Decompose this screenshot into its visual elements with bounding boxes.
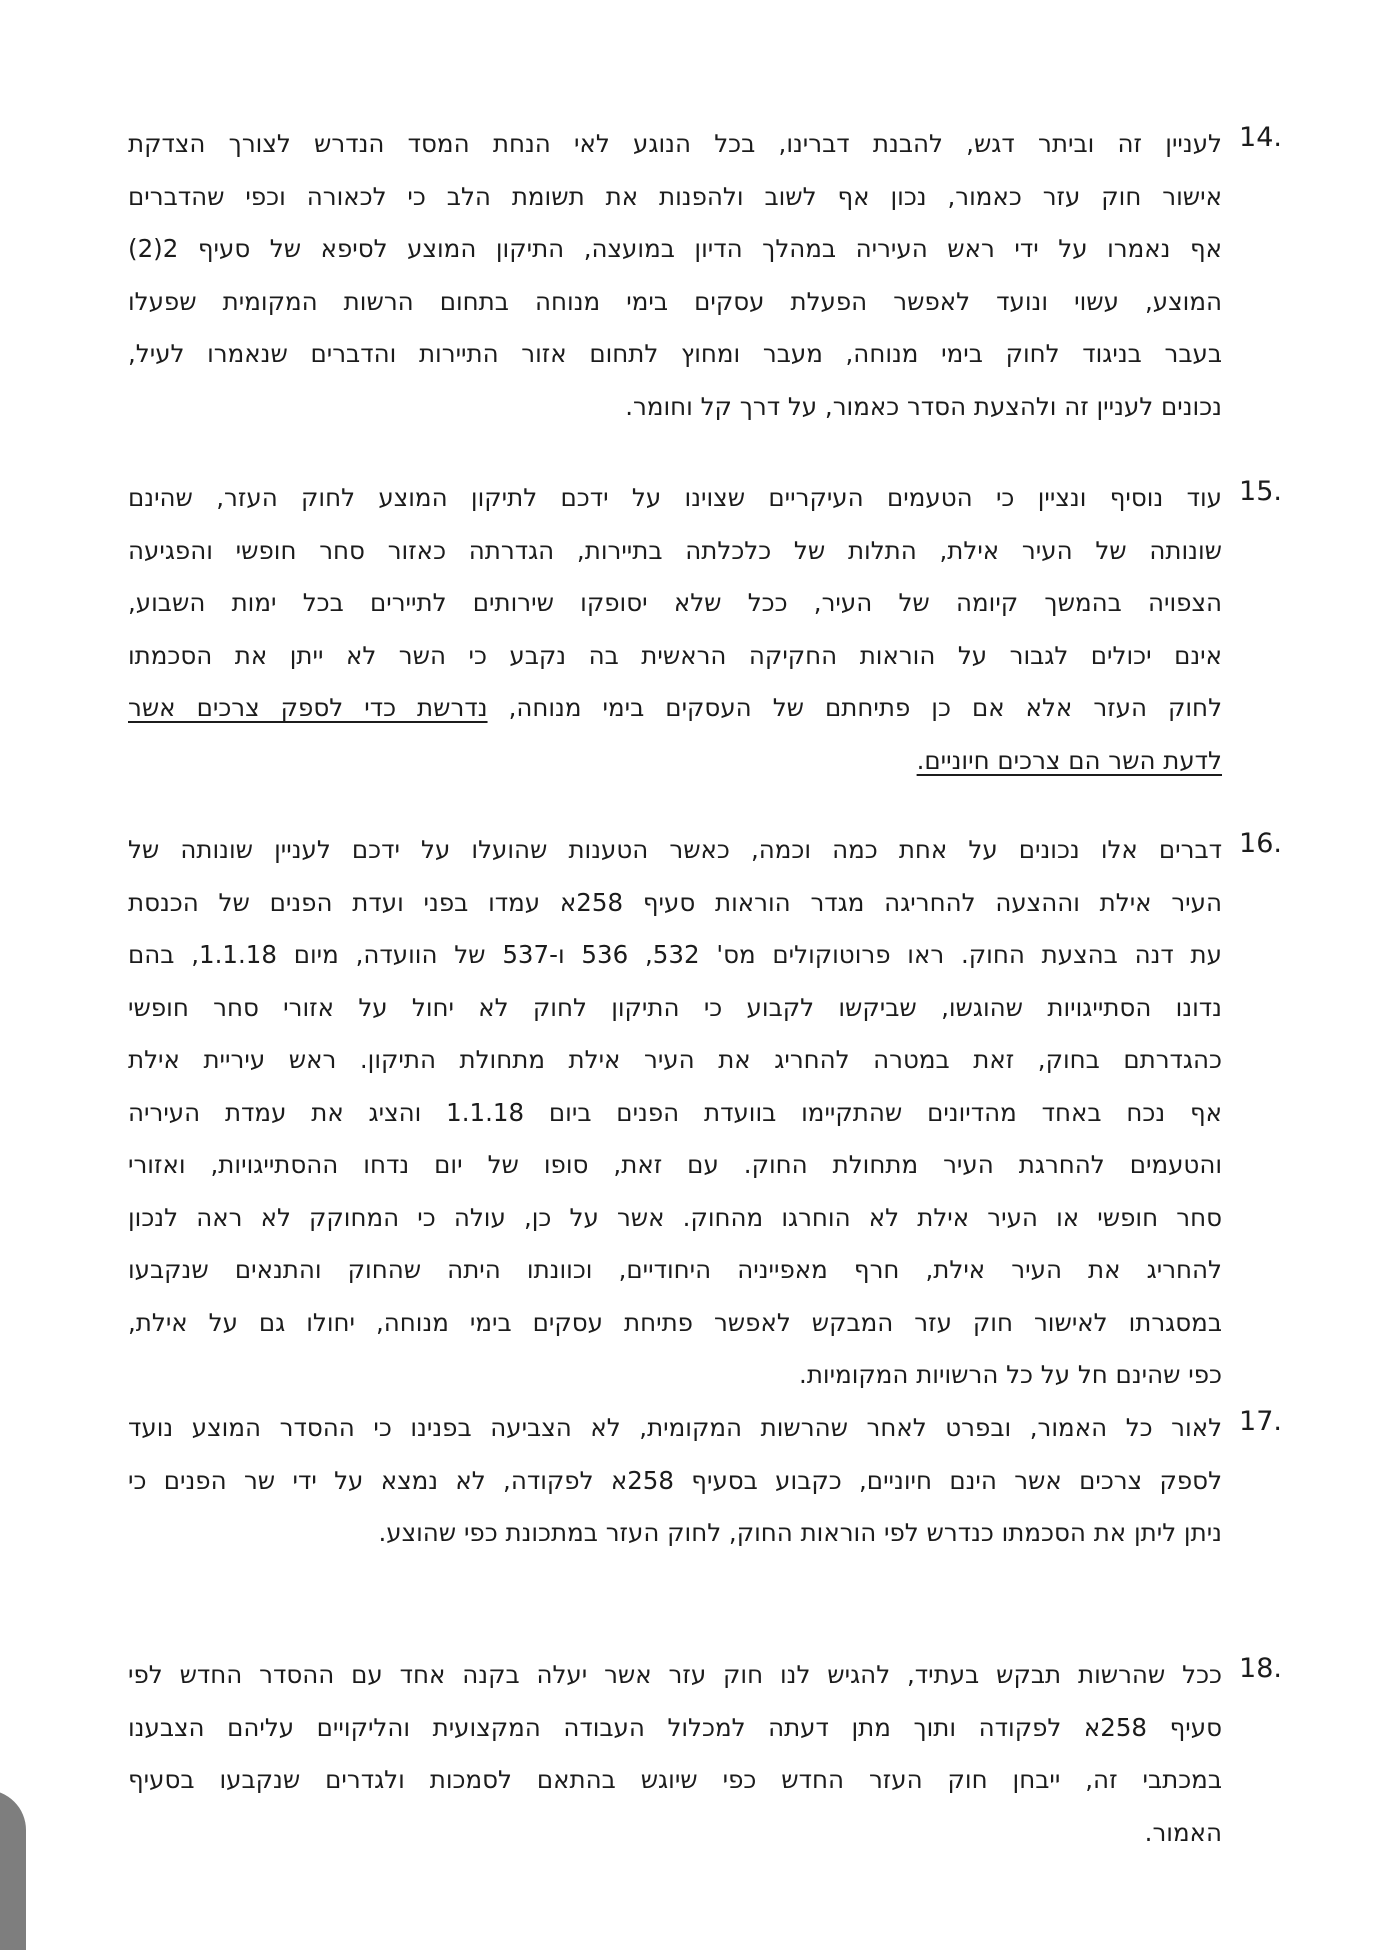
paragraph-line: דברים אלו נכונים על אחת כמה וכמה, כאשר הטענות שהועלו על ידכם לעניין שונותה של [128, 835, 1222, 864]
paragraph-line: האמור. [1144, 1817, 1222, 1847]
paragraph-line: נכונים לעניין זה ולהצעת הסדר כאמור, על דרך קל וחומר. [625, 391, 1222, 421]
paragraph-line: העיר אילת וההצעה להחריגה מגדר הוראות סעיף 258א עמדו בפני ועדת הפנים של הכנסת [128, 887, 1222, 917]
paragraph-line: לספק צרכים אשר הינם חיוניים, כקבוע בסעיף 258א לפקודה, לא נמצא על ידי שר הפנים כי [128, 1465, 1222, 1495]
paragraph-14 [128, 118, 1282, 433]
paragraph-line: אינם יכולים לגבור על הוראות החקיקה הראשית בה נקבע כי השר לא ייתן את הסכמתו [128, 640, 1222, 670]
paragraph-16 [128, 824, 1282, 1402]
paragraph-18 [128, 1649, 1282, 1859]
underlined-text: לדעת השר הם צרכים חיוניים. [916, 745, 1222, 775]
paragraph-line-mixed [128, 682, 1222, 735]
page-corner-shadow [0, 1790, 26, 1950]
paragraph-line: סחר חופשי או העיר אילת לא הוחרגו מהחוק. אשר על כן, עולה כי המחוקק לא ראה לנכון [128, 1202, 1222, 1232]
paragraph-line: במסגרתו לאישור חוק עזר המבקש לאפשר פתיחת עסקים בימי מנוחה, יחולו גם על אילת, [128, 1307, 1222, 1337]
paragraph-line: שונותה של העיר אילת, התלות של כלכלתה בתיירות, הגדרתה כאזור סחר חופשי והפגיעה [128, 535, 1222, 565]
paragraph-line: הצפויה בהמשך קיומה של העיר, ככל שלא יסופקו שירותים לתיירים בכל ימות השבוע, [128, 588, 1222, 617]
paragraph-line: כהגדרתם בחוק, זאת במטרה להחריג את העיר אילת מתחולת התיקון. ראש עיריית אילת [128, 1045, 1222, 1074]
paragraph-number: 18. [1239, 1653, 1282, 1684]
paragraph-line: להחריג את העיר אילת, חרף מאפייניה היחודיים, וכוונתו היתה שהחוק והתנאים שנקבעו [128, 1255, 1222, 1284]
paragraph-line: במכתבי זה, ייבחן חוק העזר החדש כפי שיוגש בהתאם לסמכות ולגדרים שנקבעו בסעיף [128, 1765, 1222, 1794]
paragraph-line: לאור כל האמור, ובפרט לאחר שהרשות המקומית, לא הצביעה בפנינו כי ההסדר המוצע נועד [128, 1413, 1222, 1442]
paragraph-line: אף נאמרו על ידי ראש העיריה במהלך הדיון במועצה, התיקון המוצע לסיפא של סעיף 2(2) [128, 234, 1222, 263]
paragraph-line: עוד נוסיף ונציין כי הטעמים העיקריים שצוינו על ידכם לתיקון המוצע לחוק העזר, שהינם [128, 483, 1222, 512]
paragraph-line-underlined [128, 735, 1222, 788]
paragraph-number: 16. [1239, 828, 1282, 859]
paragraph-line: ניתן ליתן את הסכמתו כנדרש לפי הוראות החוק, לחוק העזר במתכונת כפי שהוצע. [378, 1518, 1222, 1547]
paragraph-line-text: לחוק העזר אלא אם כן פתיחתם של העסקים בימי מנוחה, [508, 693, 1222, 722]
paragraph-line: סעיף 258א לפקודה ותוך מתן דעתה למכלול העבודה המקצועית והליקויים עליהם הצבענו [128, 1712, 1222, 1742]
paragraph-15 [128, 472, 1282, 787]
paragraph-line: נדונו הסתייגויות שהוגשו, שביקשו לקבוע כי התיקון לחוק לא יחול על אזורי סחר חופשי [128, 992, 1222, 1022]
paragraph-number: 17. [1239, 1406, 1282, 1437]
underlined-text: נדרשת כדי לספק צרכים אשר [128, 693, 488, 722]
paragraph-line: ככל שהרשות תבקש בעתיד, להגיש לנו חוק עזר אשר יעלה בקנה אחד עם ההסדר החדש לפי [128, 1660, 1222, 1689]
paragraph-number: 15. [1239, 476, 1282, 507]
paragraph-17 [128, 1402, 1282, 1560]
paragraph-line: כפי שהינם חל על כל הרשויות המקומיות. [799, 1360, 1222, 1389]
paragraph-line: אף נכח באחד מהדיונים שהתקיימו בוועדת הפנים ביום 1.1.18 והציג את עמדת העיריה [128, 1097, 1222, 1127]
paragraph-number: 14. [1239, 122, 1282, 153]
paragraph-line: לעניין זה וביתר דגש, להבנת דברינו, בכל הנוגע לאי הנחת המסד הנדרש לצורך הצדקת [128, 129, 1222, 158]
paragraph-line: בעבר בניגוד לחוק בימי מנוחה, מעבר ומחוץ לתחום אזור התיירות והדברים שנאמרו לעיל, [128, 339, 1222, 368]
paragraph-line: עת דנה בהצעת החוק. ראו פרוטוקולים מס' 532, 536 ו-537 של הוועדה, מיום 1.1.18, בהם [128, 940, 1222, 969]
paragraph-line: והטעמים להחרגת העיר מתחולת החוק. עם זאת, סופו של יום נדחו ההסתייגויות, ואזורי [128, 1150, 1222, 1179]
paragraph-line: אישור חוק עזר כאמור, נכון אף לשוב ולהפנות את תשומת הלב כי לכאורה וכפי שהדברים [128, 181, 1222, 211]
paragraph-line: המוצע, עשוי ונועד לאפשר הפעלת עסקים בימי מנוחה בתחום הרשות המקומית שפעלו [128, 286, 1222, 316]
